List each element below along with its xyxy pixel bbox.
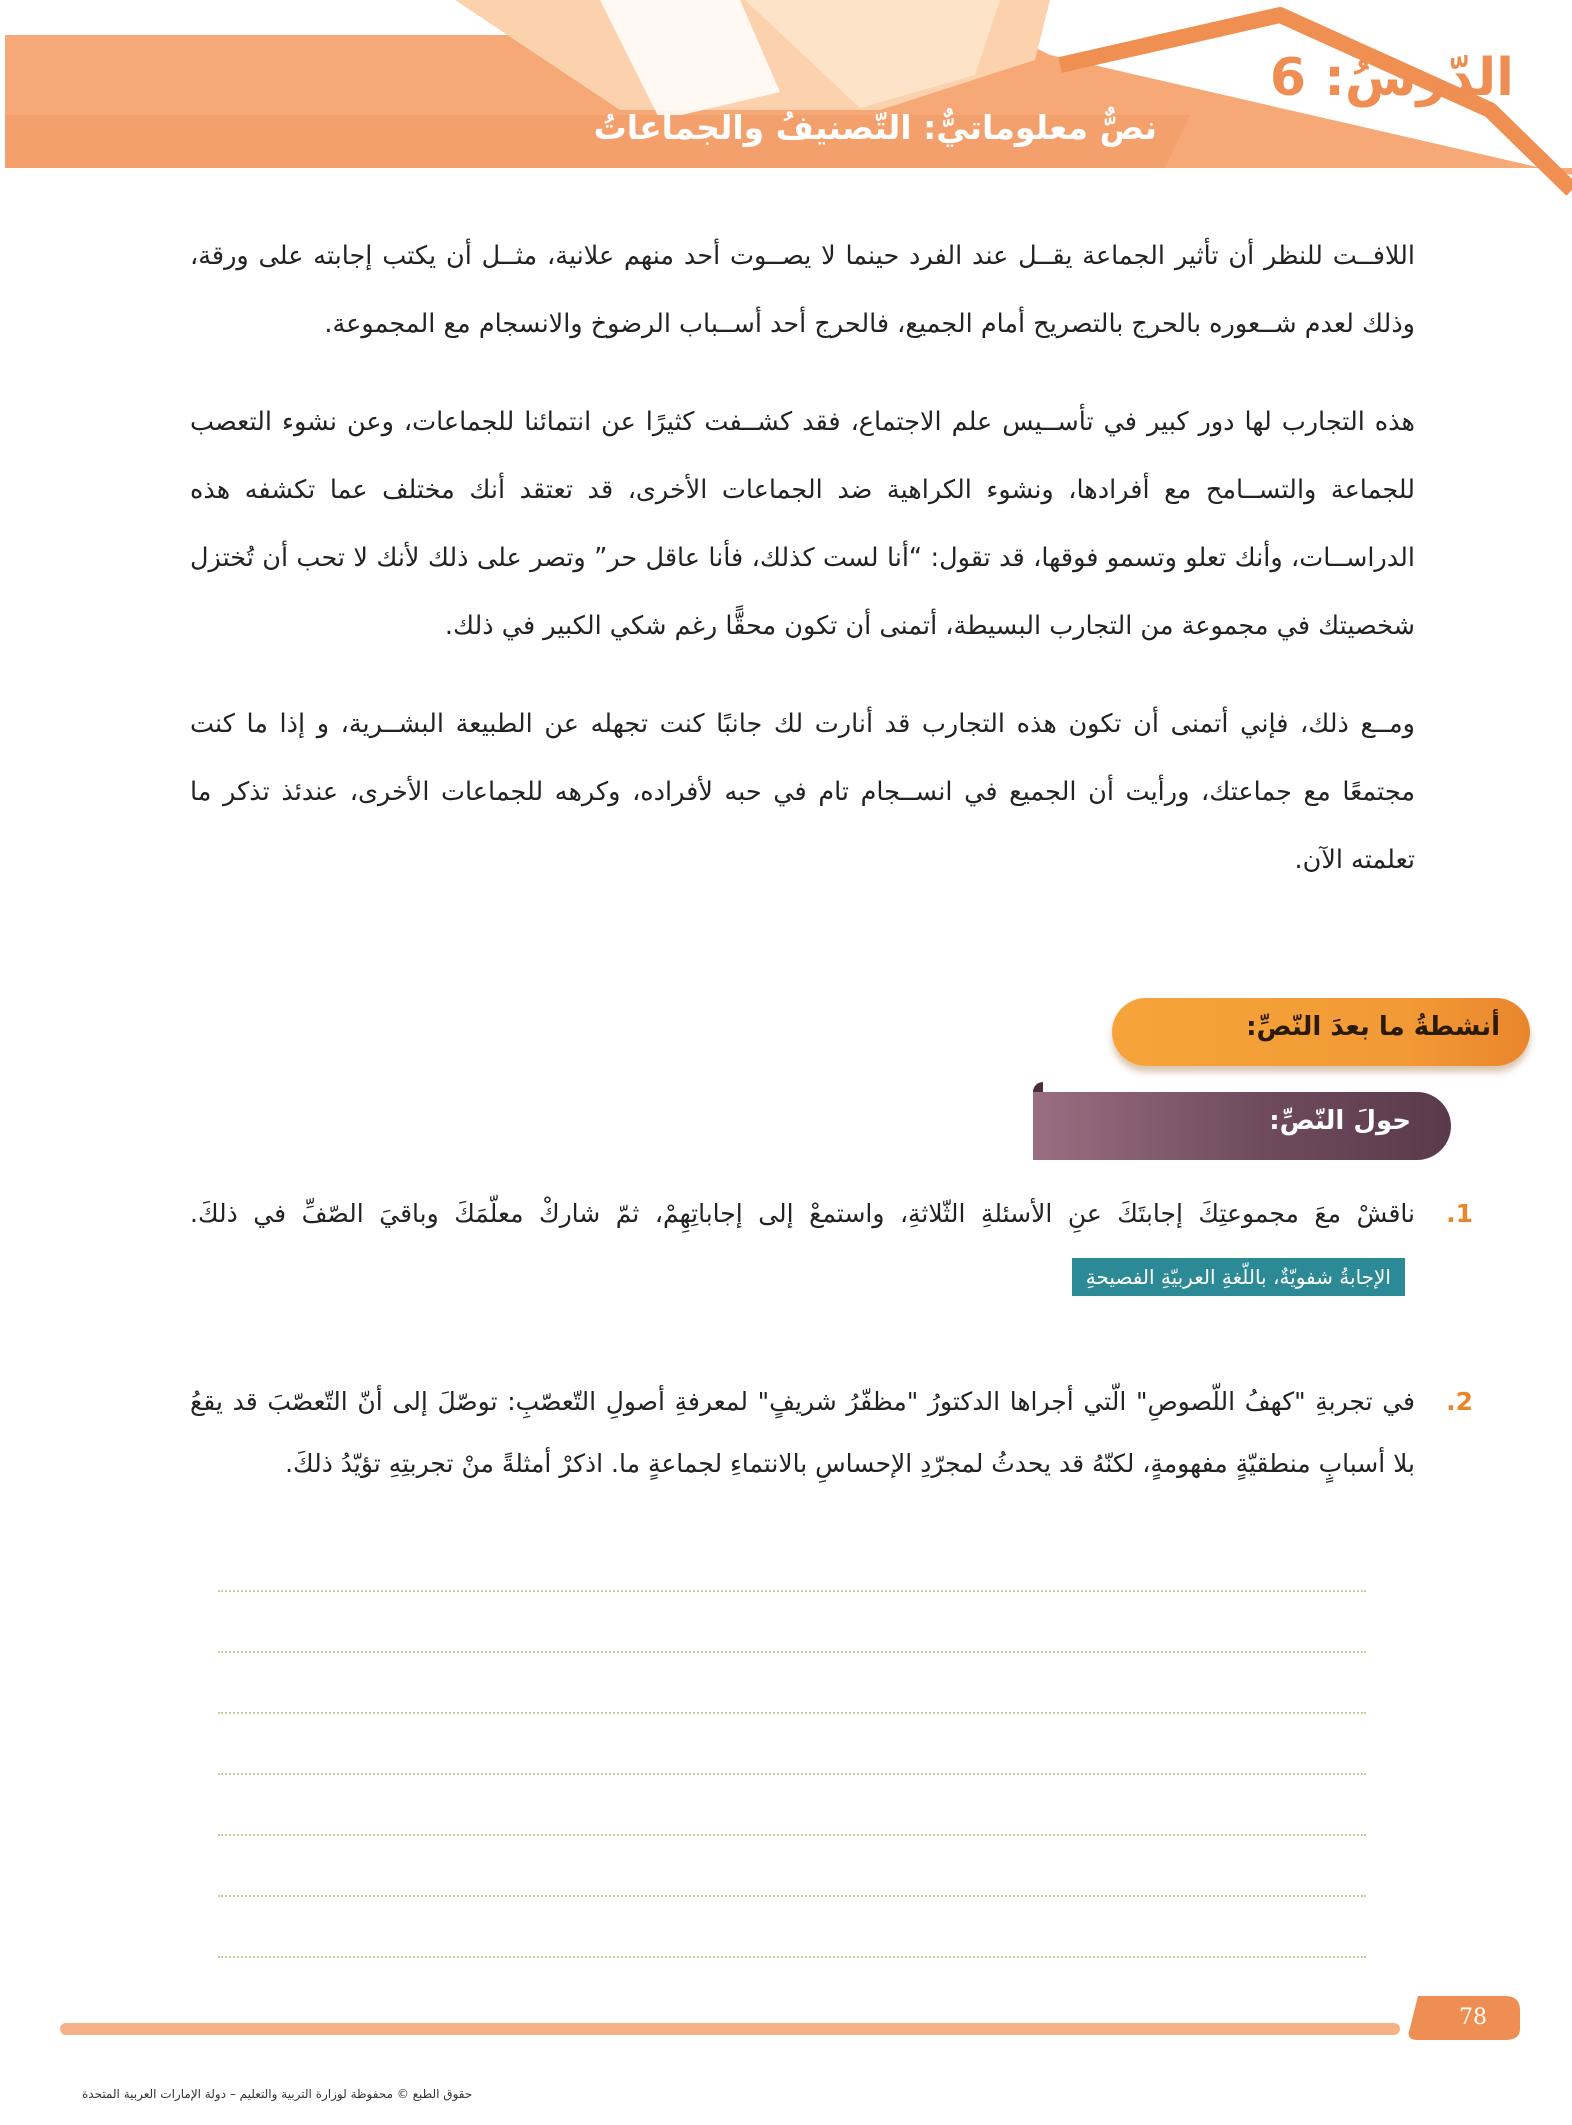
answer-line[interactable] (218, 1956, 1366, 1958)
paragraph-2: هذه التجارب لها دور كبير في تأســيس علم الاجتماع، فقد كشــفت كثيرًا عن انتمائنا للجماعات، وعن نشوء التعصب للجماعة والتســامح مع أفرادها، ونشوء الكراهية ضد الجماعات الأخرى، قد تعتقد أنك مختلف عما تكشفه هذه الدراســات، وأنك تعلو وتسمو فوقها، قد تقول: “أنا لست كذلك، فأنا عاقل حر” وتصر على ذلك لأنك لا تحب أن تُختزل شخصيتك في مجموعة من التجارب البسيطة، أتمنى أن تكون محقًّا رغم شكي الكبير في ذلك. (190, 407, 1415, 641)
oral-answer-tag: الإجابةُ شفويّةٌ، باللّغةِ العربيّةِ الفصيحةِ (1072, 1258, 1405, 1296)
question-1 (190, 1183, 1473, 1307)
question-2-text: في تجربةِ "كهفُ اللّصوصِ" الّتي أجراها الدكتورُ "مظفّرُ شريفٍ" لمعرفةِ أصولِ التّعصّبِ: توصّلَ إلى أنّ التّعصّبَ قد يقعُ بلا أسبابٍ منطقيّةٍ مفهومةٍ، لكنّهُ قد يحدثُ لمجرّدِ الإحساسِ بالانتماءِ لجماعةٍ ما. اذكرْ أمثلةً منْ تجربتِهِ تؤيّدُ ذلكَ. (190, 1387, 1415, 1478)
answer-line[interactable] (218, 1773, 1366, 1775)
footer-bar (60, 2023, 1400, 2035)
post-reading-activities-banner (1112, 998, 1530, 1066)
question-1-text-block (190, 1183, 1415, 1307)
answer-line[interactable] (218, 1651, 1366, 1653)
paragraph-1: اللافــت للنظر أن تأثير الجماعة يقــل عند الفرد حينما لا يصــوت أحد منهم علانية، مثــل أن يكتب إجابته على ورقة، وذلك لعدم شــعوره بالحرج بالتصريح أمام الجميع، فالحرج أحد أســباب الرضوخ والانسجام مع المجموعة. (190, 241, 1415, 339)
about-text-banner (1033, 1092, 1451, 1160)
answer-line[interactable] (218, 1590, 1366, 1592)
copyright-notice: حقوق الطبع © محفوظة لوزارة التربية والتعليم – دولة الإمارات العربية المتحدة (82, 2087, 473, 2101)
answer-line[interactable] (218, 1834, 1366, 1836)
question-1-text: ناقشْ معَ مجموعتِكَ إجابتَكَ عنِ الأسئلةِ الثّلاثةِ، واستمعْ إلى إجاباتِهِمْ، ثمّ شاركْ معلّمَكَ وباقيَ الصّفِّ في ذلكَ. (190, 1199, 1415, 1228)
page-number: 78 (1459, 2005, 1487, 2030)
question-1-number: 1. (1446, 1199, 1473, 1228)
question-2 (190, 1371, 1473, 1495)
informational-text (190, 222, 1415, 924)
lesson-title: الدّرسُ: 6 (1269, 48, 1514, 108)
answer-line[interactable] (218, 1712, 1366, 1714)
activities-banner-label: أنشطةُ ما بعدَ النّصِّ: (1246, 1012, 1500, 1042)
question-2-number: 2. (1446, 1387, 1473, 1416)
paragraph-3: ومــع ذلك، فإني أتمنى أن تكون هذه التجارب قد أنارت لك جانبًا كنت تجهله عن الطبيعة البشــرية، و إذا ما كنت مجتمعًا مع جماعتك، ورأيت أن الجميع في انســجام تام في حبه لأفراده، وكرهه للجماعات الأخرى، عندئذ تذكر ما تعلمته الآن. (190, 709, 1415, 875)
answer-area[interactable] (218, 1590, 1366, 2017)
footer-shapes (0, 1988, 1572, 2048)
answer-line[interactable] (218, 1895, 1366, 1897)
lesson-subtitle: نصٌّ معلوماتيٌّ: التّصنيفُ والجماعاتُ (593, 108, 1157, 147)
about-text-label: حولَ النّصِّ: (1269, 1106, 1411, 1136)
